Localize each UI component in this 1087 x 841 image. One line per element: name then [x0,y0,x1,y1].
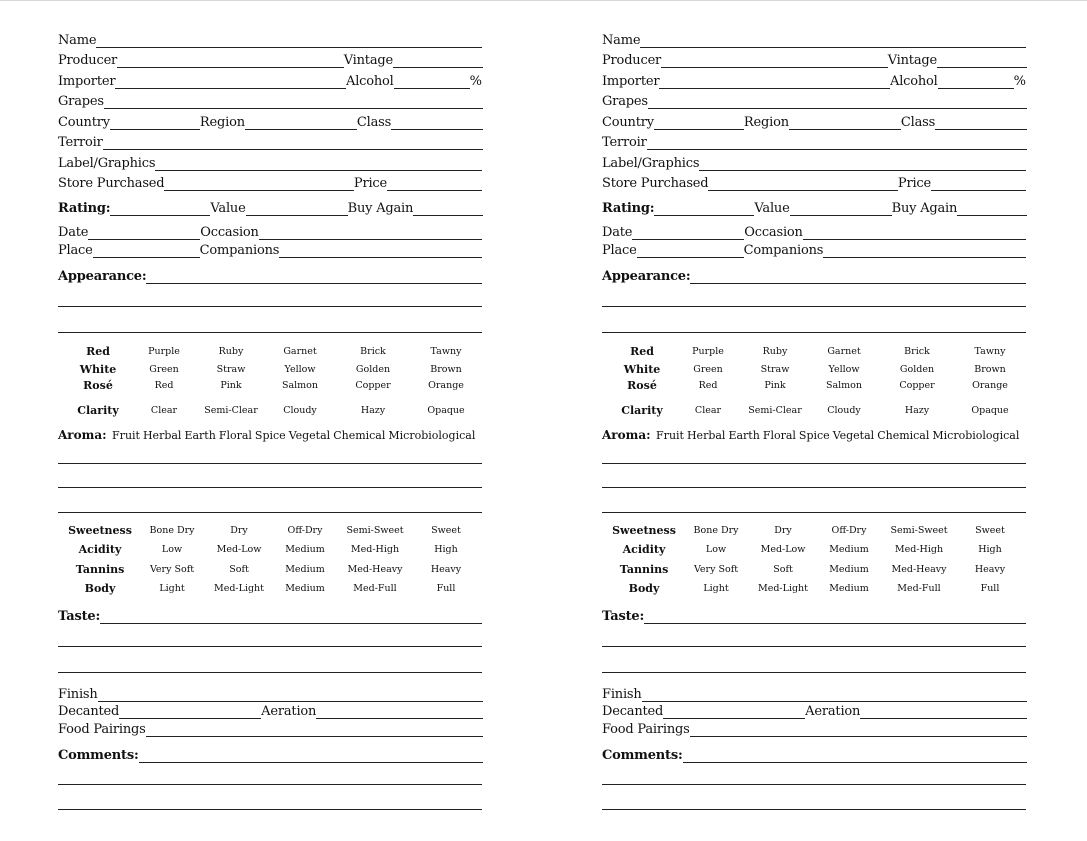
grid-option[interactable]: Medium [285,564,325,575]
grid-head: Rosé [83,379,113,392]
value-line[interactable] [246,215,348,216]
finish-row[interactable] [602,684,1027,702]
importer-label: Importer [58,74,116,89]
aroma-blank-line[interactable] [602,512,1026,513]
grid-option[interactable]: Garnet [283,346,317,357]
grid-head: Acidity [622,543,666,556]
grid-option[interactable]: Medium [829,583,869,594]
occasion-label: Occasion [200,225,259,240]
label-graphics-line[interactable] [155,170,482,171]
comments-line[interactable] [139,762,483,763]
decanted-row[interactable] [602,701,1027,719]
grid-option[interactable]: Very Soft [693,564,739,575]
terroir-row[interactable] [58,132,483,150]
store-row[interactable] [58,173,482,191]
taste-row[interactable] [602,606,1026,624]
grid-option[interactable]: Salmon [281,380,319,391]
food-pairings-line[interactable] [690,736,1027,737]
percent-sign: % [1013,74,1026,89]
grid-option[interactable]: Bone Dry [149,525,195,536]
grid-option[interactable]: Medium [285,583,325,594]
name-line[interactable] [640,47,1026,48]
grid-head: Sweetness [68,524,132,537]
importer-label: Importer [602,74,660,89]
date-label: Date [602,225,633,240]
store-purchased-label: Store Purchased [602,176,709,191]
aroma-option[interactable]: Herbal [142,429,182,442]
place-row[interactable] [58,240,482,258]
grapes-row[interactable] [602,91,1027,109]
name-row[interactable] [58,30,482,48]
grid-option[interactable]: Purple [692,346,724,357]
country-label: Country [58,115,110,130]
grid-option[interactable]: High [978,544,1002,555]
grid-head: White [79,363,117,376]
price-label: Price [353,176,387,191]
terroir-line[interactable] [103,149,483,150]
grid-option[interactable]: Golden [355,364,391,375]
country-row[interactable] [58,112,483,130]
rating-label: Rating: [58,201,111,216]
aroma-option[interactable]: Vegetal [832,429,875,442]
vintage-line[interactable] [393,67,483,68]
taste-blank-line[interactable] [602,672,1026,673]
appearance-label: Appearance: [602,269,691,284]
label-graphics-label: Label/Graphics [58,156,156,171]
grid-option[interactable]: Clear [150,405,178,416]
grid-head: Tannins [619,563,669,576]
price-label: Price [897,176,931,191]
aroma-label: Aroma: [58,428,107,442]
grid-option[interactable]: Med-High [350,544,400,555]
alcohol-label: Alcohol [890,74,938,89]
grid-option[interactable]: Straw [216,364,246,375]
grid-option[interactable]: Purple [148,346,180,357]
grid-option[interactable]: Very Soft [149,564,195,575]
name-line[interactable] [96,47,482,48]
grid-option[interactable]: Straw [760,364,790,375]
tasting-sheet-left [58,0,488,841]
tasting-sheet-right [602,0,1032,841]
grid-option[interactable]: Med-Low [760,544,806,555]
taste-label: Taste: [58,609,101,624]
vintage-label: Vintage [887,53,937,68]
appearance-blank-line[interactable] [58,306,482,307]
grid-head: Rosé [627,379,657,392]
taste-label: Taste: [602,609,645,624]
rating-line[interactable] [110,215,210,216]
grid-option[interactable]: Sweet [975,525,1005,536]
grid-option[interactable]: Cloudy [827,405,861,416]
grid-option[interactable]: Pink [764,380,786,391]
grid-option[interactable]: Soft [773,564,793,575]
grapes-label: Grapes [602,94,648,109]
grid-option[interactable]: Soft [229,564,249,575]
appearance-row[interactable] [58,266,482,284]
buy-again-label: Buy Again [891,201,958,216]
grid-option[interactable]: Low [161,544,183,555]
producer-line[interactable] [661,67,888,68]
aroma-option[interactable]: Floral [762,429,796,442]
name-row[interactable] [602,30,1026,48]
finish-row[interactable] [58,684,483,702]
grid-option[interactable]: Semi-Clear [748,405,802,416]
aroma-blank-line[interactable] [58,512,482,513]
aroma-option[interactable]: Fruit [112,429,140,442]
country-line[interactable] [110,129,200,130]
region-line[interactable] [245,129,357,130]
name-label: Name [58,33,97,48]
alcohol-line[interactable] [938,88,1014,89]
aroma-option[interactable]: Chemical [877,429,930,442]
grid-option[interactable]: Green [693,364,723,375]
grid-option[interactable]: Salmon [825,380,863,391]
grid-option[interactable]: High [434,544,458,555]
country-row[interactable] [602,112,1027,130]
grid-option[interactable]: Light [703,583,729,594]
grid-option[interactable]: Orange [972,380,1008,391]
class-line[interactable] [391,129,483,130]
grid-option[interactable]: Med-Full [897,583,941,594]
grid-option[interactable]: Full [980,583,1000,594]
class-label: Class [900,115,936,130]
taste-row[interactable] [58,606,482,624]
place-line[interactable] [93,257,200,258]
producer-label: Producer [602,53,662,68]
grid-option[interactable]: Medium [829,544,869,555]
rating-label: Rating: [602,201,655,216]
aroma-option[interactable]: Floral [218,429,252,442]
label-graphics-row[interactable] [602,153,1026,171]
label-graphics-label: Label/Graphics [602,156,700,171]
grid-head: Red [86,345,110,358]
price-line[interactable] [387,190,482,191]
grid-option[interactable]: Dry [230,525,248,536]
store-purchased-line[interactable] [708,190,897,191]
grid-option[interactable]: Clear [694,405,722,416]
aroma-line [58,428,478,442]
appearance-blank-line[interactable] [602,306,1026,307]
comments-blank-line[interactable] [602,809,1026,810]
rating-row[interactable] [58,198,483,216]
terroir-line[interactable] [647,149,1027,150]
aeration-label: Aeration [261,704,317,719]
region-label: Region [743,115,789,130]
grid-option[interactable]: Heavy [430,564,462,575]
vintage-label: Vintage [343,53,393,68]
grid-head: Clarity [621,404,663,417]
aroma-option[interactable]: Earth [728,429,760,442]
aroma-blank-line[interactable] [602,463,1026,464]
terroir-row[interactable] [602,132,1027,150]
companions-line[interactable] [279,257,482,258]
grid-head: Sweetness [612,524,676,537]
grid-option[interactable]: Med-Heavy [347,564,403,575]
grid-option[interactable]: Low [705,544,727,555]
comments-blank-line[interactable] [58,809,482,810]
buy-again-line[interactable] [413,215,483,216]
appearance-label: Appearance: [58,269,147,284]
importer-row[interactable] [602,71,1026,89]
grid-option[interactable]: Yellow [828,364,860,375]
aroma-option[interactable]: Fruit [656,429,684,442]
grid-head: Clarity [77,404,119,417]
grid-option[interactable]: Semi-Sweet [890,525,948,536]
grid-option[interactable]: Brick [360,346,386,357]
label-graphics-row[interactable] [58,153,482,171]
aeration-label: Aeration [805,704,861,719]
country-label: Country [602,115,654,130]
grid-option[interactable]: Brown [430,364,462,375]
grapes-label: Grapes [58,94,104,109]
store-purchased-label: Store Purchased [58,176,165,191]
occasion-label: Occasion [744,225,803,240]
taste-line[interactable] [644,623,1026,624]
importer-line[interactable] [115,88,346,89]
aroma-blank-line[interactable] [58,487,482,488]
aroma-blank-line[interactable] [58,463,482,464]
grid-option[interactable]: Off-Dry [287,525,323,536]
grid-option[interactable]: Tawny [974,346,1006,357]
buy-again-line[interactable] [957,215,1027,216]
grid-option[interactable]: Med-High [894,544,944,555]
food-pairings-label: Food Pairings [602,722,690,737]
grid-head: Tannins [75,563,125,576]
place-line[interactable] [637,257,744,258]
grid-option[interactable]: Pink [220,380,242,391]
appearance-line[interactable] [146,283,482,284]
appearance-line[interactable] [690,283,1026,284]
grid-option[interactable]: Full [436,583,456,594]
store-row[interactable] [602,173,1026,191]
place-label: Place [602,243,637,258]
grid-option[interactable]: Med-Light [757,583,809,594]
importer-line[interactable] [659,88,890,89]
grid-head: White [623,363,661,376]
grid-option[interactable]: Med-Full [353,583,397,594]
alcohol-line[interactable] [394,88,470,89]
grid-option[interactable]: Brick [904,346,930,357]
comments-line[interactable] [683,762,1027,763]
place-row[interactable] [602,240,1026,258]
aroma-option[interactable]: Chemical [333,429,386,442]
value-label: Value [210,201,246,216]
grapes-row[interactable] [58,91,483,109]
decanted-label: Decanted [602,704,664,719]
aroma-option[interactable]: Microbiological [388,429,476,442]
place-label: Place [58,243,93,258]
grid-option[interactable]: Hazy [904,405,930,416]
grid-option[interactable]: Dry [774,525,792,536]
taste-blank-line[interactable] [602,646,1026,647]
comments-label: Comments: [602,748,683,763]
grid-option[interactable]: Copper [899,380,935,391]
taste-blank-line[interactable] [58,646,482,647]
appearance-blank-line[interactable] [602,332,1026,333]
aroma-option[interactable]: Vegetal [288,429,331,442]
food-pairings-row[interactable] [602,719,1027,737]
class-label: Class [356,115,392,130]
buy-again-label: Buy Again [347,201,414,216]
food-pairings-line[interactable] [146,736,483,737]
producer-line[interactable] [117,67,344,68]
percent-sign: % [469,74,482,89]
grid-option[interactable]: Red [154,380,174,391]
grid-option[interactable]: Red [698,380,718,391]
grid-option[interactable]: Cloudy [283,405,317,416]
appearance-blank-line[interactable] [58,332,482,333]
grid-option[interactable]: Sweet [431,525,461,536]
vintage-line[interactable] [937,67,1027,68]
grid-option[interactable]: Semi-Clear [204,405,258,416]
grapes-line[interactable] [104,108,483,109]
grid-option[interactable]: Bone Dry [693,525,739,536]
finish-label: Finish [58,687,98,702]
aroma-line [602,428,1022,442]
alcohol-label: Alcohol [346,74,394,89]
date-row[interactable] [602,222,1026,240]
rating-row[interactable] [602,198,1027,216]
grid-option[interactable]: Medium [285,544,325,555]
grid-option[interactable]: Med-Light [213,583,265,594]
grid-option[interactable]: Opaque [971,405,1009,416]
grid-option[interactable]: Ruby [218,346,244,357]
grid-option[interactable]: Semi-Sweet [346,525,404,536]
importer-row[interactable] [58,71,482,89]
decanted-row[interactable] [58,701,483,719]
date-label: Date [58,225,89,240]
grid-option[interactable]: Opaque [427,405,465,416]
taste-blank-line[interactable] [58,672,482,673]
comments-row[interactable] [602,745,1027,763]
grid-option[interactable]: Med-Low [216,544,262,555]
country-line[interactable] [654,129,744,130]
grid-option[interactable]: Copper [355,380,391,391]
grapes-line[interactable] [648,108,1027,109]
aroma-label: Aroma: [602,428,651,442]
label-graphics-line[interactable] [699,170,1026,171]
grid-option[interactable]: Golden [899,364,935,375]
name-label: Name [602,33,641,48]
companions-label: Companions [743,243,824,258]
food-pairings-label: Food Pairings [58,722,146,737]
grid-head: Body [628,582,660,595]
grid-option[interactable]: Light [159,583,185,594]
region-label: Region [199,115,245,130]
taste-line[interactable] [100,623,482,624]
date-row[interactable] [58,222,482,240]
terroir-label: Terroir [602,135,647,150]
grid-option[interactable]: Orange [428,380,464,391]
aroma-option[interactable]: Spice [798,429,830,442]
comments-blank-line[interactable] [58,784,482,785]
grid-option[interactable]: Hazy [360,405,386,416]
rating-line[interactable] [654,215,754,216]
companions-label: Companions [199,243,280,258]
comments-label: Comments: [58,748,139,763]
grid-option[interactable]: Garnet [827,346,861,357]
grid-option[interactable]: Green [149,364,179,375]
grid-option[interactable]: Tawny [430,346,462,357]
store-purchased-line[interactable] [164,190,353,191]
grid-option[interactable]: Med-Heavy [891,564,947,575]
companions-line[interactable] [823,257,1026,258]
price-line[interactable] [931,190,1026,191]
grid-option[interactable]: Brown [974,364,1006,375]
grid-option[interactable]: Yellow [284,364,316,375]
finish-label: Finish [602,687,642,702]
appearance-row[interactable] [602,266,1026,284]
grid-head: Red [630,345,654,358]
aroma-option[interactable]: Herbal [686,429,726,442]
producer-label: Producer [58,53,118,68]
aroma-blank-line[interactable] [602,487,1026,488]
value-line[interactable] [790,215,892,216]
grid-option[interactable]: Off-Dry [831,525,867,536]
producer-row[interactable] [602,50,1027,68]
grid-head: Body [84,582,116,595]
aroma-option[interactable]: Earth [184,429,216,442]
grid-option[interactable]: Medium [829,564,869,575]
producer-row[interactable] [58,50,483,68]
aroma-option[interactable]: Microbiological [932,429,1020,442]
decanted-label: Decanted [58,704,120,719]
comments-blank-line[interactable] [602,784,1026,785]
terroir-label: Terroir [58,135,103,150]
class-line[interactable] [935,129,1027,130]
food-pairings-row[interactable] [58,719,483,737]
grid-option[interactable]: Ruby [762,346,788,357]
value-label: Value [754,201,790,216]
comments-row[interactable] [58,745,483,763]
region-line[interactable] [789,129,901,130]
grid-option[interactable]: Heavy [974,564,1006,575]
aroma-option[interactable]: Spice [254,429,286,442]
grid-head: Acidity [78,543,122,556]
